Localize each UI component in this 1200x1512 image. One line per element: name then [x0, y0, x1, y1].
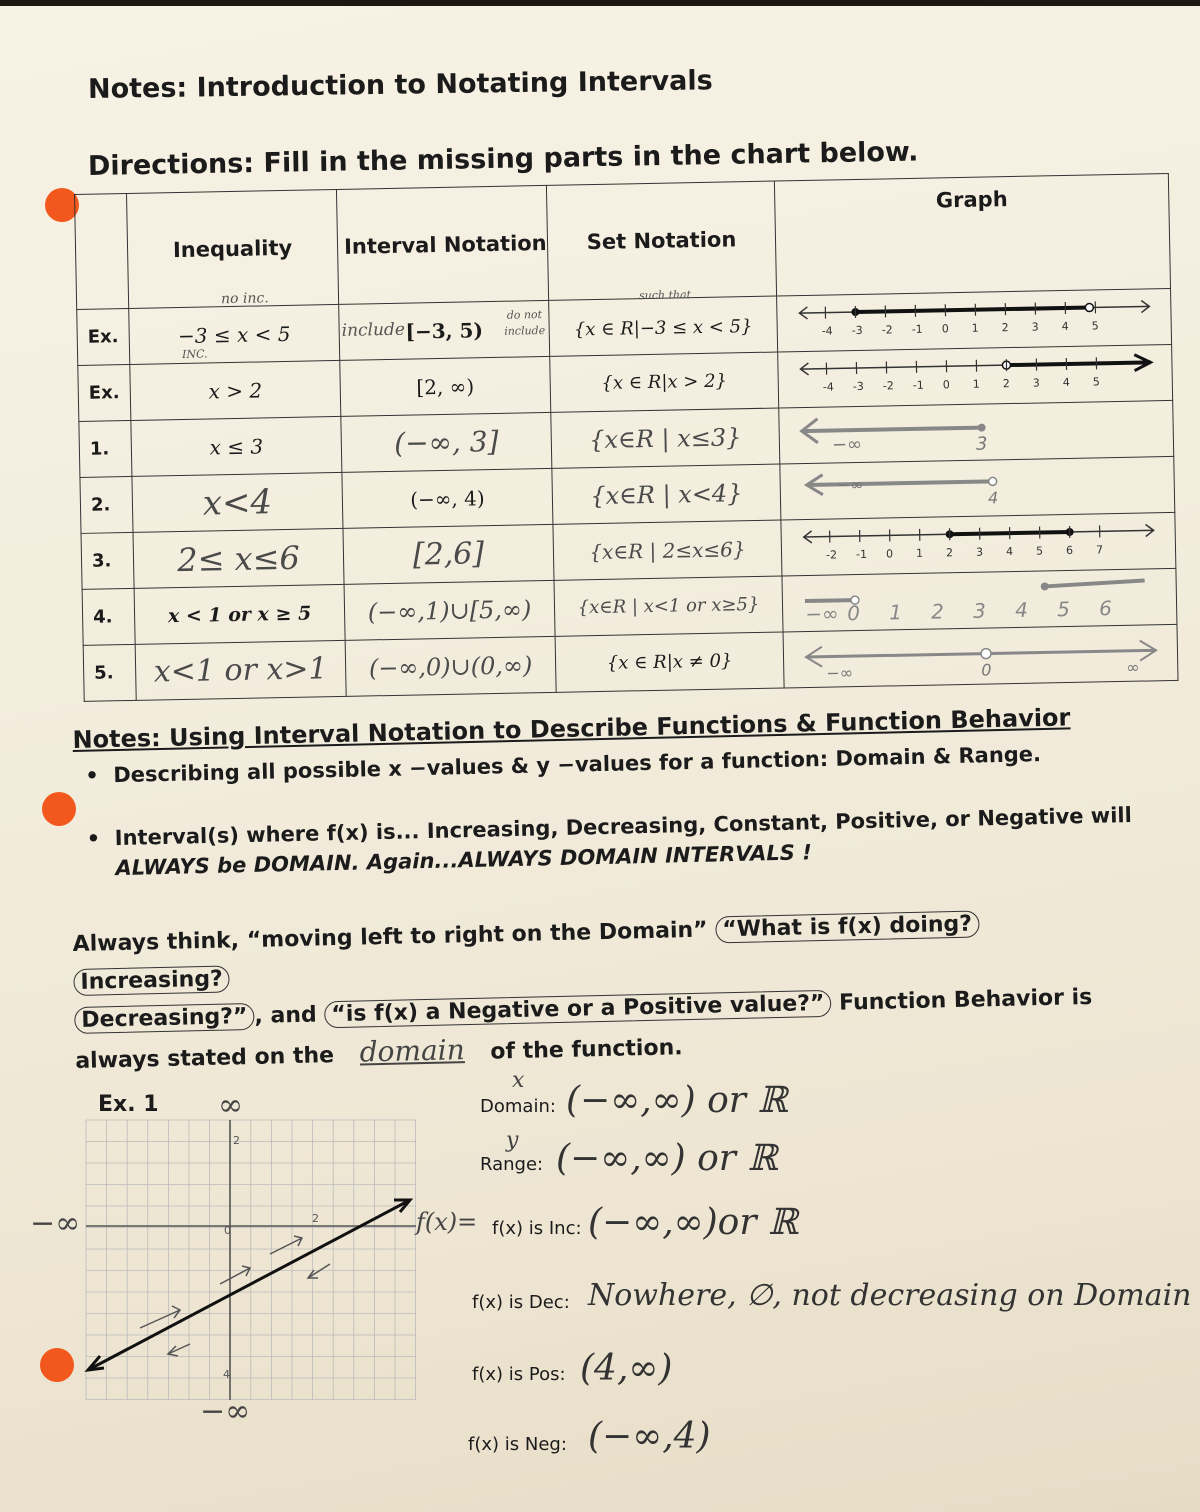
page-title: Notes: Introduction to Notating Intervals — [87, 65, 713, 105]
number-line — [791, 404, 1162, 457]
set-cell: {x∈R | 2≤x≤6} — [553, 520, 782, 580]
answer-note: y — [506, 1128, 519, 1153]
graph-cell — [777, 288, 1172, 352]
graph-note-left: −∞ — [30, 1206, 81, 1241]
grid — [86, 1120, 416, 1400]
number-line — [789, 292, 1160, 345]
axis-label: 4 — [223, 1368, 230, 1381]
set-cell: {x ∈ R|x > 2} — [550, 352, 779, 412]
tick-label: −∞ — [831, 433, 862, 456]
circled-text: “What is f(x) doing? — [715, 910, 979, 943]
interval-chart — [74, 173, 1178, 702]
answer-positive — [456, 1330, 1196, 1396]
answer-decreasing — [456, 1264, 1196, 1330]
tick-label: 4 — [1061, 319, 1069, 333]
tick-label: 7 — [1095, 542, 1103, 556]
handwritten-note: INC. — [181, 347, 208, 361]
tick-label: 1 — [888, 599, 902, 624]
number-line — [793, 516, 1164, 569]
inequality-cell: x ≤ 3 — [131, 416, 342, 476]
table-header-row — [75, 173, 1171, 309]
shaded-interval — [855, 307, 1089, 311]
row-label: 1. — [79, 420, 132, 477]
worksheet-page — [0, 6, 1200, 1512]
answer-note: x — [512, 1068, 525, 1093]
tick-label: 5 — [1056, 596, 1070, 621]
graph-cell — [781, 512, 1176, 576]
set-cell: {x ∈ R|x ≠ 0} — [555, 632, 784, 692]
shaded-interval — [806, 481, 992, 485]
answer-label: f(x) is Inc: — [492, 1218, 582, 1239]
answer-note: f(x)= — [416, 1208, 478, 1236]
hole-punch-marker-bottom — [40, 1348, 74, 1382]
graph-cell — [783, 624, 1178, 688]
set-cell: {x∈R | x<1 or x≥5} — [554, 576, 783, 636]
tick-label: 0 — [980, 659, 992, 680]
tick-label: 4 — [1005, 544, 1013, 558]
graph-cell — [778, 344, 1173, 408]
answer-label: f(x) is Pos: — [472, 1364, 566, 1385]
graph-cell — [780, 456, 1175, 520]
think-paragraph — [72, 902, 1145, 1081]
answers-block — [416, 1068, 1196, 1462]
tick-label: −∞ — [804, 600, 839, 626]
tick-label: -3 — [851, 323, 863, 337]
inequality-cell: x<4 — [132, 472, 343, 532]
handwritten-note: such that — [638, 288, 692, 303]
answer-range — [456, 1128, 1196, 1198]
open-point — [980, 648, 990, 658]
tick-label: -3 — [852, 379, 864, 393]
tick-label: 4 — [1014, 597, 1028, 622]
tick-label: 4 — [1062, 375, 1070, 389]
circled-text: Decreasing?” — [74, 1003, 255, 1034]
inequality-text: −3 ≤ x < 5 — [177, 321, 291, 348]
hole-punch-marker-middle — [42, 792, 76, 826]
handwritten-note: include — [341, 319, 406, 341]
example-graph — [80, 1114, 420, 1404]
graph-cell — [779, 400, 1174, 464]
tick-label: -2 — [825, 547, 837, 562]
answer-value: (4,∞) — [580, 1348, 673, 1389]
answer-value: (−∞,∞)or ℝ — [588, 1202, 798, 1243]
tick-label: 5 — [1091, 318, 1099, 332]
tick-label: 4 — [987, 487, 998, 508]
table-header-interval: Interval Notation — [336, 185, 548, 304]
circled-text: “is f(x) a Negative or a Positive value?” — [324, 990, 832, 1029]
graph-cell — [782, 568, 1177, 632]
think-text: always stated on the — [75, 1043, 335, 1074]
row-label: 4. — [82, 588, 135, 645]
interval-text: [−3, 5) — [405, 317, 484, 344]
inequality-cell: x < 1 or x ≥ 5 — [134, 584, 345, 644]
tick-label: 2 — [945, 545, 953, 559]
think-text: Function Behavior is — [838, 984, 1093, 1016]
tick-label: -1 — [855, 547, 867, 561]
tick-label: 6 — [1098, 595, 1112, 620]
answer-value: (−∞,∞) or ℝ — [566, 1080, 788, 1121]
tick-label: -4 — [821, 323, 833, 338]
tick-label: -4 — [822, 379, 834, 394]
tick-label: 2 — [1002, 376, 1010, 390]
graph-note-bottom: −∞ — [200, 1394, 251, 1429]
shaded-interval — [801, 427, 981, 430]
interval-cell: (−∞, 4) — [342, 468, 553, 528]
handwritten-note: do not include — [504, 308, 546, 338]
tick-label: 3 — [972, 598, 986, 623]
tick-label: 2 — [930, 598, 944, 624]
answer-value: Nowhere, ∅, not decreasing on Domain — [588, 1278, 1192, 1313]
axis-label: 2 — [312, 1212, 319, 1225]
tick-label: 2 — [1001, 320, 1009, 334]
answer-label: Domain: — [480, 1096, 556, 1117]
answer-label: f(x) is Dec: — [472, 1292, 570, 1313]
number-line — [790, 348, 1161, 401]
open-point — [1085, 303, 1093, 311]
tick-label: 1 — [972, 377, 980, 391]
closed-point — [1040, 582, 1048, 590]
section-2 — [72, 701, 1165, 884]
tick-label: 0 — [885, 546, 893, 560]
tick-label: 0 — [846, 600, 860, 625]
tick-label: ∞ — [1125, 657, 1140, 677]
inequality-cell — [129, 290, 340, 364]
axis-label: 2 — [233, 1134, 240, 1147]
tick-label: 0 — [942, 377, 950, 391]
answer-increasing — [416, 1198, 1196, 1264]
tick-label: 1 — [915, 546, 923, 560]
handwritten-answer: domain — [359, 1033, 466, 1069]
tick-label: 3 — [975, 433, 988, 455]
interval-cell — [339, 300, 550, 360]
tick-label: −∞ — [836, 474, 864, 494]
number-line — [792, 460, 1163, 513]
tick-label: -2 — [881, 322, 893, 337]
interval-cell: (−∞, 3] — [341, 412, 552, 472]
think-text: of the function. — [490, 1035, 683, 1065]
tick-label: 3 — [1031, 320, 1039, 334]
inequality-cell: x<1 or x>1 — [135, 640, 346, 700]
bullet-icon: • — [85, 763, 100, 788]
interval-cell: (−∞,0)∪(0,∞) — [345, 636, 556, 696]
answer-label: f(x) is Neg: — [468, 1434, 567, 1455]
tick-label: 3 — [1032, 376, 1040, 390]
table-header — [75, 193, 129, 309]
axis-label: 0 — [224, 1224, 231, 1237]
open-point — [988, 477, 996, 485]
tick-label: 6 — [1065, 543, 1073, 557]
answer-negative — [456, 1396, 1196, 1462]
number-line — [795, 628, 1166, 681]
inequality-cell: x > 2 — [130, 360, 341, 420]
tick-label: 3 — [975, 545, 983, 559]
example-label: Ex. 1 — [98, 1092, 159, 1117]
bullet-text: Describing all possible x −values & y −values for a function: Domain & Range. — [113, 742, 1042, 788]
table-header-inequality: Inequality — [126, 189, 338, 308]
bullet-text: ALWAYS be DOMAIN. Again...ALWAYS DOMAIN INTERVALS ! — [115, 840, 813, 881]
think-text: , and — [254, 1002, 317, 1029]
shaded-interval — [1044, 580, 1144, 586]
row-label: 5. — [83, 644, 136, 701]
bullet-icon: • — [86, 826, 101, 851]
interval-cell: [2, ∞) — [340, 356, 551, 416]
set-cell: {x∈R | x≤3} — [551, 408, 780, 468]
set-text: {x ∈ R|−3 ≤ x < 5} — [573, 315, 753, 340]
tick-label: 5 — [1092, 374, 1100, 388]
tick-label: 1 — [971, 321, 979, 335]
set-cell — [549, 288, 778, 356]
answer-value: (−∞,4) — [588, 1416, 711, 1457]
shaded-interval — [1006, 362, 1150, 365]
row-label: 3. — [81, 532, 134, 589]
table-header-set: Set Notation — [546, 181, 776, 300]
tick-label: -2 — [882, 378, 894, 393]
set-cell: {x∈R | x<4} — [552, 464, 781, 524]
graph-note-top: ∞ — [218, 1088, 243, 1123]
think-text: Always think, “moving left to right on the Domain” — [72, 917, 708, 958]
interval-cell: (−∞,1)∪[5,∞) — [344, 580, 555, 640]
closed-point — [977, 423, 985, 431]
tick-label: 5 — [1035, 543, 1043, 558]
circled-text: Increasing? — [73, 965, 230, 996]
section-2-heading: Notes: Using Interval Notation to Describe Functions & Function Behavior — [72, 703, 1071, 755]
handwritten-note: no inc. — [220, 290, 269, 308]
tick-label: -1 — [912, 378, 924, 392]
inequality-cell: 2≤ x≤6 — [133, 528, 344, 588]
answer-value: (−∞,∞) or ℝ — [556, 1138, 778, 1179]
table-header-graph: Graph — [774, 173, 1170, 296]
directions-text: Directions: Fill in the missing parts in the chart below. — [87, 136, 919, 182]
answer-domain — [456, 1068, 1196, 1136]
row-label: Ex. — [77, 308, 130, 365]
number-line — [794, 572, 1165, 625]
interval-cell: [2,6] — [343, 524, 554, 584]
bullet-behavior — [74, 799, 1165, 884]
tick-label: 0 — [941, 321, 949, 335]
row-label: Ex. — [78, 364, 131, 421]
answer-label: Range: — [480, 1154, 544, 1175]
tick-label: -1 — [911, 322, 923, 336]
tick-label: −∞ — [825, 662, 853, 683]
row-label: 2. — [80, 476, 133, 533]
bullet-text: Interval(s) where f(x) is... Increasing, Decreasing, Constant, Positive, or Negative will — [114, 803, 1133, 851]
